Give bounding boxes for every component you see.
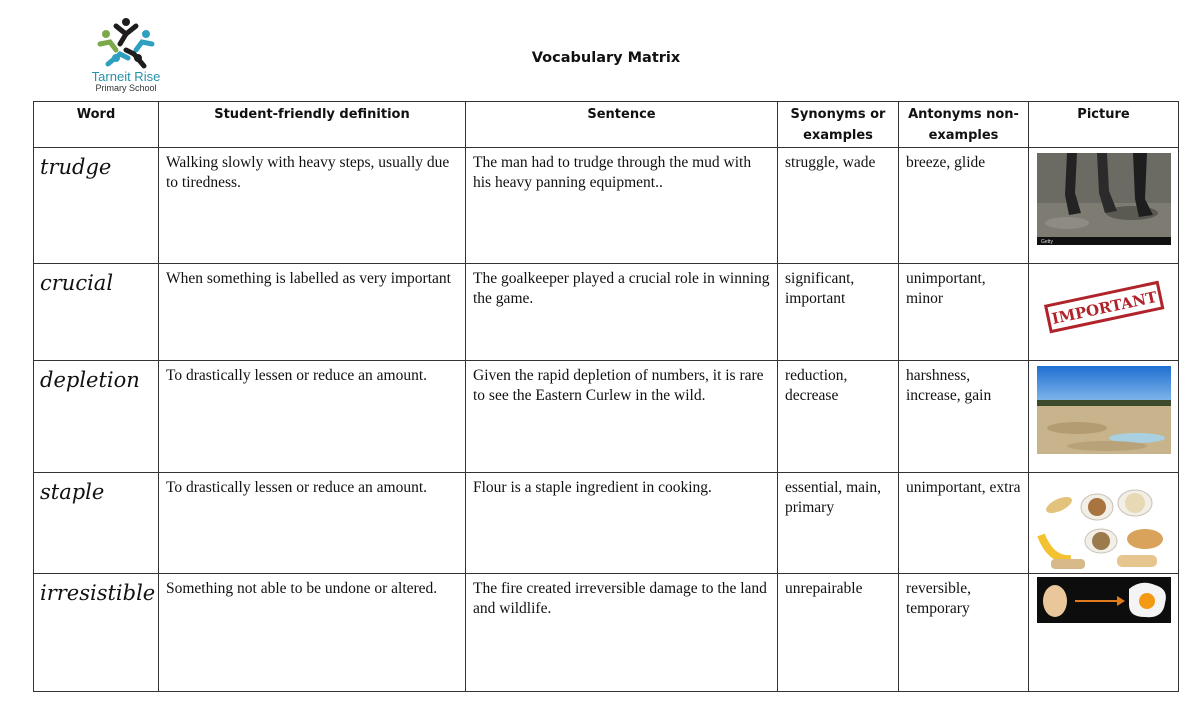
page-title: Vocabulary Matrix xyxy=(531,50,681,66)
definition-cell: Something not able to be undone or altered. xyxy=(166,580,438,597)
header-synonyms: Synonyms or examples xyxy=(778,102,899,148)
header-definition: Student-friendly definition xyxy=(159,102,466,148)
svg-text:Getty: Getty xyxy=(1041,239,1053,245)
antonyms-cell: reversible, temporary xyxy=(906,580,971,617)
definition-cell: To drastically lessen or reduce an amount. xyxy=(166,367,428,384)
synonyms-cell: essential, main, primary xyxy=(785,479,881,516)
sentence-cell: The fire created irreversible damage to the land and wildlife. xyxy=(473,580,767,617)
table-row xyxy=(34,264,1179,361)
table-header-row xyxy=(34,102,1179,148)
antonyms-cell: unimportant, minor xyxy=(906,270,986,307)
picture-dry-landscape xyxy=(1037,366,1171,454)
header-picture: Picture xyxy=(1029,102,1179,148)
header-word: Word xyxy=(34,102,159,148)
definition-cell: Walking slowly with heavy steps, usually due to tiredness. xyxy=(166,154,450,191)
sentence-cell: The goalkeeper played a crucial role in winning the game. xyxy=(473,270,770,307)
definition-cell: To drastically lessen or reduce an amount. xyxy=(166,479,428,496)
word-cell: crucial xyxy=(40,271,114,295)
vocabulary-table xyxy=(33,101,1179,692)
antonyms-cell: breeze, glide xyxy=(906,154,986,171)
word-cell: trudge xyxy=(40,155,112,179)
table-row xyxy=(34,473,1179,574)
sentence-cell: Flour is a staple ingredient in cooking. xyxy=(473,479,712,496)
header-antonyms: Antonyms non-examples xyxy=(899,102,1029,148)
sentence-cell: The man had to trudge through the mud with his heavy panning equipment.. xyxy=(473,154,752,191)
picture-egg-diagram xyxy=(1037,577,1171,623)
picture-staple-foods xyxy=(1037,475,1171,571)
antonyms-cell: unimportant, extra xyxy=(906,479,1021,496)
antonyms-cell: harshness, increase, gain xyxy=(906,367,992,404)
word-cell: irresistible xyxy=(40,581,156,605)
definition-cell: When something is labelled as very important xyxy=(166,270,451,287)
table-row xyxy=(34,361,1179,473)
school-subtitle: Primary School xyxy=(95,83,157,93)
table-row xyxy=(34,574,1179,692)
word-cell: depletion xyxy=(40,368,140,392)
synonyms-cell: reduction, decrease xyxy=(785,367,848,404)
picture-muddy-boots xyxy=(1037,153,1171,245)
sentence-cell: Given the rapid depletion of numbers, it is rare to see the Eastern Curlew in the wild. xyxy=(473,367,764,404)
school-name: Tarneit Rise xyxy=(91,69,161,84)
word-cell: staple xyxy=(40,480,105,504)
synonyms-cell: struggle, wade xyxy=(785,154,876,171)
important-stamp-text: IMPORTANT xyxy=(1050,288,1159,328)
synonyms-cell: unrepairable xyxy=(785,580,863,597)
table-row xyxy=(34,148,1179,264)
header-sentence: Sentence xyxy=(466,102,778,148)
synonyms-cell: significant, important xyxy=(785,270,855,307)
picture-important-stamp xyxy=(1037,276,1171,336)
